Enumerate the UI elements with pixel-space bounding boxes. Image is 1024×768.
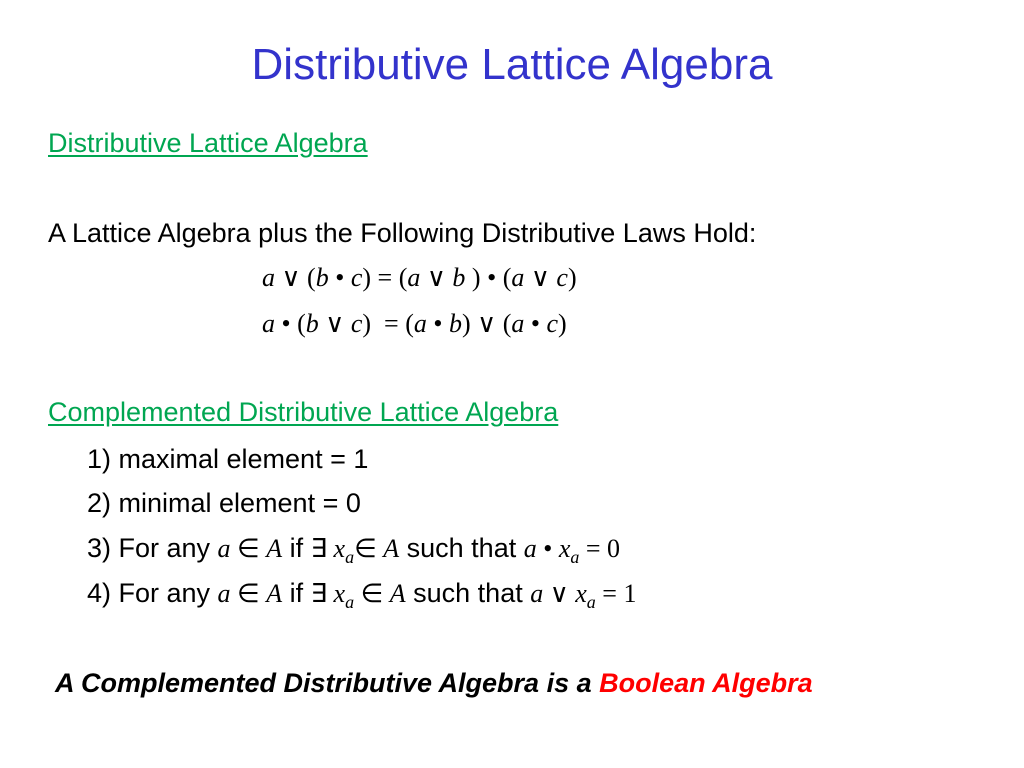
join-symbol: ∨ [325,309,345,338]
such-that: such that [399,533,524,563]
var-a: a [511,309,525,338]
distributive-lattice-link[interactable]: Distributive Lattice Algebra [48,128,368,158]
paren: ( [405,309,414,338]
var-a: a [262,309,275,338]
boolean-algebra-highlight: Boolean Algebra [599,668,813,698]
var-b: b [452,263,466,292]
var-a: a [530,579,544,608]
join-symbol: ∨ [281,263,301,292]
paren: ( [307,263,316,292]
var-c: c [556,263,568,292]
var-a: a [407,263,421,292]
paren: ) [362,309,372,338]
set-A: A [383,534,400,563]
meet-symbol: • [536,534,559,563]
meet-symbol: • [530,309,540,338]
subscript-a: a [345,592,355,612]
meet-symbol: • [487,263,497,292]
equals-symbol: = [384,309,399,338]
set-A: A [266,534,283,563]
var-a: a [413,309,427,338]
paren: ( [297,309,306,338]
var-b: b [305,309,319,338]
distributive-law-1 [262,263,577,293]
paren: ( [502,309,512,338]
item-lead: 3) For any [87,533,218,563]
element-of-symbol: ∈ [230,534,267,563]
paren: ( [502,263,512,292]
element-of-symbol: ∈ [354,534,384,563]
paren: ) [567,263,577,292]
exists-symbol: ∃ [310,534,334,563]
var-a: a [217,534,231,563]
paren: ( [398,263,408,292]
meet-symbol: • [281,309,291,338]
join-symbol: ∨ [426,263,446,292]
set-A: A [389,579,406,608]
var-c: c [546,309,559,338]
meet-symbol: • [335,263,345,292]
list-item-1: 1) maximal element = 1 [87,444,369,474]
complemented-lattice-link[interactable]: Complemented Distributive Lattice Algebra [48,397,559,427]
var-b: b [315,263,329,292]
element-of-symbol: ∈ [354,579,390,608]
such-that: such that [405,578,531,608]
distributive-law-2 [262,309,567,339]
slide-title: Distributive Lattice Algebra [251,40,773,89]
paren: ) [465,263,481,292]
var-a: a [511,263,525,292]
paren: ) [362,263,372,292]
subscript-a: a [345,547,355,567]
var-x: x [575,579,587,608]
var-x: x [558,534,571,563]
subscript-a: a [586,592,596,612]
conclusion-statement [55,668,813,699]
meet-symbol: • [433,309,443,338]
if-word: if [282,578,311,608]
var-b: b [448,309,462,338]
join-symbol: ∨ [530,263,550,292]
paren: ) [461,309,471,338]
var-a: a [523,534,537,563]
var-x: x [333,534,346,563]
element-of-symbol: ∈ [230,579,267,608]
join-symbol: ∨ [543,579,576,608]
list-item-2: 2) minimal element = 0 [87,488,361,518]
equals-zero: = 0 [579,534,621,563]
item-lead: 4) For any [87,578,218,608]
var-c: c [350,309,363,338]
var-a: a [217,579,231,608]
list-item-4 [87,578,636,613]
set-A: A [266,579,283,608]
if-word: if [282,533,311,563]
equals-one: = 1 [595,579,637,608]
paren: ) [558,309,567,338]
join-symbol: ∨ [477,309,497,338]
exists-symbol: ∃ [310,579,334,608]
var-c: c [350,263,363,292]
intro-text: A Lattice Algebra plus the Following Distributive Laws Hold: [48,218,757,248]
var-x: x [333,579,346,608]
list-item-3 [87,533,620,568]
subscript-a: a [570,547,580,567]
var-a: a [262,263,275,292]
equals-symbol: = [377,263,393,292]
conclusion-text: A Complemented Distributive Algebra is a [55,668,600,698]
